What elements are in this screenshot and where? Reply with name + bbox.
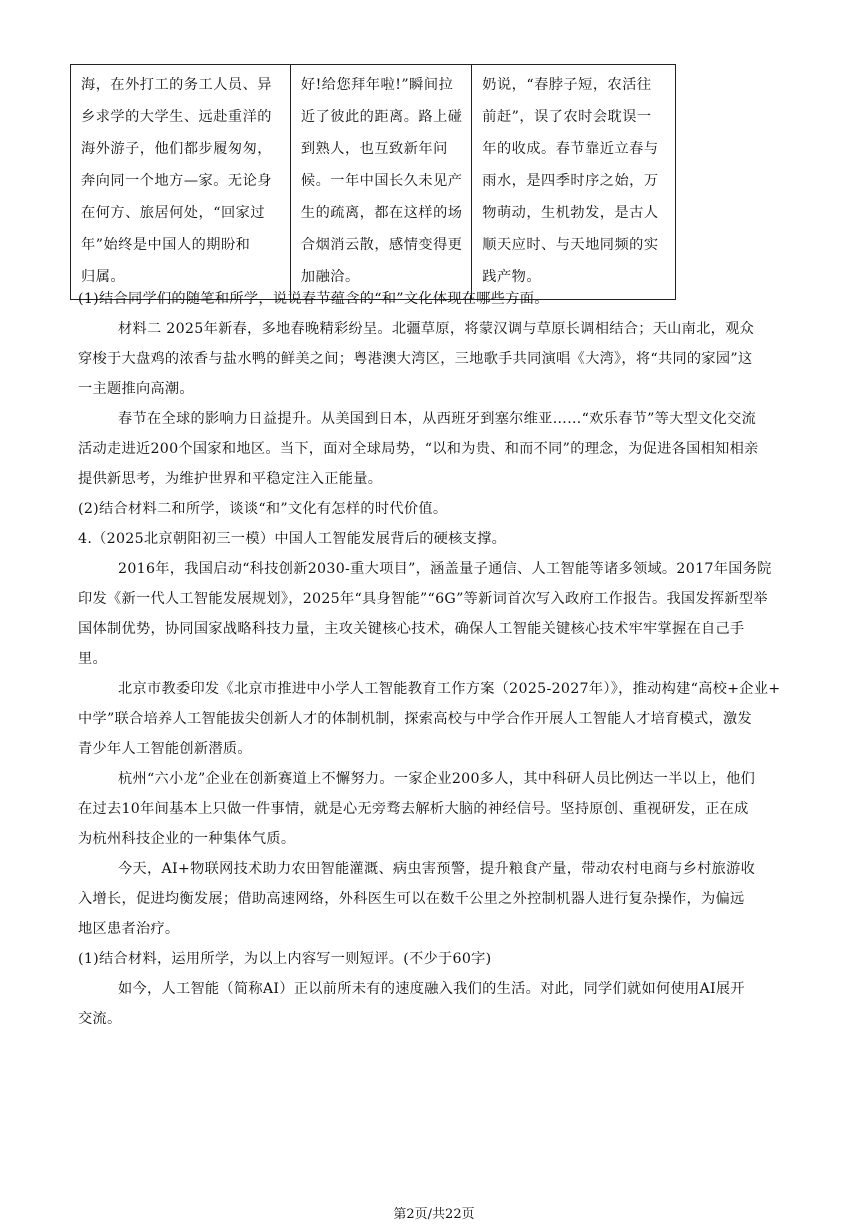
cell-line: 近了彼此的距离。路上碰 xyxy=(300,109,463,125)
table-cell-1 xyxy=(71,65,291,300)
question-text: (1)结合材料，运用所学，为以上内容写一则短评。(不少于60字) xyxy=(78,951,492,967)
cell-line: 好!给您拜年啦!”瞬间拉 xyxy=(300,77,454,93)
cell-line: 生的疏离，都在这样的场 xyxy=(300,205,463,221)
paragraph-line: 2016年，我国启动“科技创新2030-重大项目”，涵盖量子通信、人工智能等诸多领域。2017年国务院 xyxy=(118,561,772,577)
paragraph-line: 地区患者治疗。 xyxy=(78,921,180,937)
cell-line: 乡求学的大学生、远赴重洋的 xyxy=(81,109,272,125)
cell-line: 顺天应时、与天地同频的实 xyxy=(482,237,659,253)
table-cell-3 xyxy=(472,65,676,300)
cell-line: 践产物。 xyxy=(482,269,542,285)
paragraph-line: 中学”联合培养人工智能拔尖创新人才的体制机制，探索高校与中学合作开展人工智能人才培育模式，激发 xyxy=(78,711,752,727)
question-text: (2)结合材料二和所学，谈谈“和”文化有怎样的时代价值。 xyxy=(78,501,448,517)
table-row xyxy=(71,65,676,300)
paragraph-line: 青少年人工智能创新潜质。 xyxy=(78,741,252,757)
paragraph-line: 印发《新一代人工智能发展规划》，2025年“具身智能”“6G”等新词首次写入政府工作报告。我国发挥新型举 xyxy=(78,591,768,607)
cell-line: 物萌动，生机勃发，是古人 xyxy=(482,205,659,221)
question-heading: 4.（2025北京朝阳初三一模）中国人工智能发展背后的硬核支撑。 xyxy=(78,531,507,547)
cell-line: 海，在外打工的务工人员、异 xyxy=(81,77,272,93)
paragraph-line: 在过去10年间基本上只做一件事情，就是心无旁骛去解析大脑的神经信号。坚持原创、重视研发，正在成 xyxy=(78,801,749,817)
cell-line: 前赶”，误了农时会耽误一 xyxy=(482,109,652,125)
paragraph-line: 如今，人工智能（简称AI）正以前所未有的速度融入我们的生活。对此，同学们就如何使用AI展开 xyxy=(118,981,745,997)
paragraph-line: 提供新思考，为维护世界和平稳定注入正能量。 xyxy=(78,471,383,487)
cell-line: 奔向同一个地方—家。无论身 xyxy=(81,173,272,189)
paragraph-line: 交流。 xyxy=(78,1011,122,1027)
paragraph-line: 杭州“六小龙”企业在创新赛道上不懈努力。一家企业200多人，其中科研人员比例达一半以上，他们 xyxy=(118,771,756,787)
cell-line: 归属。 xyxy=(81,269,126,285)
paragraph-line: 今天，AI+物联网技术助力农田智能灌溉、病虫害预警，提升粮食产量，带动农村电商与乡村旅游收 xyxy=(118,861,756,877)
cell-line: 加融洽。 xyxy=(300,269,360,285)
paragraph-line: 春节在全球的影响力日益提升。从美国到日本，从西班牙到塞尔维亚……“欢乐春节”等大型文化交流 xyxy=(118,411,757,427)
cell-line: 在何方、旅居何处，“回家过 xyxy=(81,205,266,221)
cell-line: 奶说，“春脖子短，农活往 xyxy=(482,77,652,93)
cell-line: 年”始终是中国人的期盼和 xyxy=(81,237,251,253)
paragraph-line: 入增长，促进均衡发展；借助高速网络，外科医生可以在数千公里之外控制机器人进行复杂操作，为偏远 xyxy=(78,891,745,907)
table-cell-2 xyxy=(290,65,471,300)
cell-line: 雨水，是四季时序之始，万 xyxy=(482,173,659,189)
cell-line: 合烟消云散，感情变得更 xyxy=(300,237,463,253)
cell-line: 年的收成。春节靠近立春与 xyxy=(482,141,659,157)
paragraph-line: 一主题推向高潮。 xyxy=(78,381,194,397)
paragraph-line: 里。 xyxy=(78,651,107,667)
paragraph-line: 活动走进近200个国家和地区。当下，面对全球局势，“以和为贵、和而不同”的理念，为促进各国相知相亲 xyxy=(78,441,759,457)
paragraph-line: 国体制优势，协同国家战略科技力量，主攻关键核心技术，确保人工智能关键核心技术牢牢掌握在自己手 xyxy=(78,621,745,637)
material-table xyxy=(70,64,676,300)
paragraph-line: 穿梭于大盘鸡的浓香与盐水鸭的鲜美之间；粤港澳大湾区，三地歌手共同演唱《大湾》，将“共同的家园”这 xyxy=(78,351,753,367)
paragraph-line: 北京市教委印发《北京市推进中小学人工智能教育工作方案（2025-2027年）》，推动构建“高校+企业+ xyxy=(118,681,781,697)
paragraph-line: 材料二 2025年新春，多地春晚精彩纷呈。北疆草原，将蒙汉调与草原长调相结合；天山南北，观众 xyxy=(118,321,755,337)
paragraph-line: 为杭州科技企业的一种集体气质。 xyxy=(78,831,296,847)
cell-line: 到熟人，也互致新年问 xyxy=(300,141,448,157)
question-text: (1)结合同学们的随笔和所学，说说春节蕴含的“和”文化体现在哪些方面。 xyxy=(78,291,549,307)
page-number: 第2页/共22页 xyxy=(393,1207,475,1222)
cell-line: 候。一年中国长久未见产 xyxy=(300,173,463,189)
cell-line: 海外游子，他们都步履匆匆， xyxy=(81,141,272,157)
